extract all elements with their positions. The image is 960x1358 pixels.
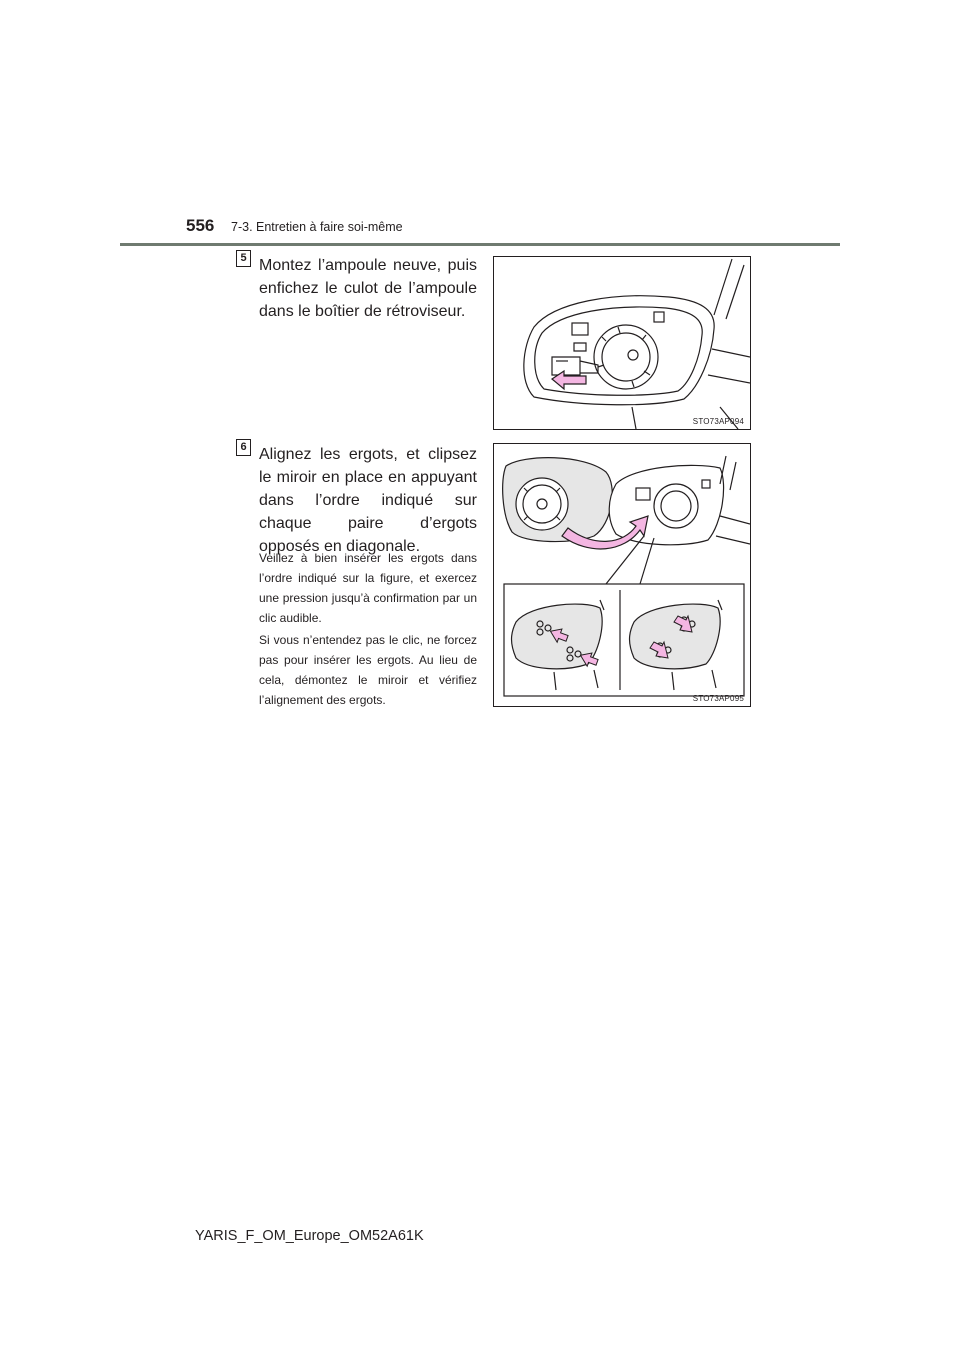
step-badge-6: 6 bbox=[236, 439, 251, 456]
step-6-text: Alignez les ergots, et clipsez le miroir en place en appuyant dans l’ordre indiqué sur chaque paire d’ergots opposés en diagonale. bbox=[259, 446, 477, 555]
figure-code: STO73AP094 bbox=[692, 417, 744, 426]
figure-mirror-bulb bbox=[493, 256, 751, 430]
header-rule bbox=[120, 243, 840, 246]
step-6-note-1: Veillez à bien insérer les ergots dans l’ordre indiqué sur la figure, et exercez une pression jusqu’à confirmation par un clic audible. bbox=[259, 551, 477, 625]
mirror-clips-illustration bbox=[494, 444, 750, 706]
step-5-text: Montez l’ampoule neuve, puis enfichez le culot de l’ampoule dans le boîtier de rétroviseur. bbox=[259, 257, 477, 320]
page-number: 556 bbox=[186, 216, 215, 235]
figure-code: STO73AP095 bbox=[692, 694, 744, 703]
section-title: 7-3. Entretien à faire soi-même bbox=[231, 220, 403, 234]
footer-manual-id: YARIS_F_OM_Europe_OM52A61K bbox=[195, 1228, 424, 1244]
mirror-bulb-illustration bbox=[494, 257, 750, 429]
step-6-note-2: Si vous n’entendez pas le clic, ne forcez pas pour insérer les ergots. Au lieu de cela, démontez le miroir et vérifiez l’alignement des ergots. bbox=[259, 633, 477, 707]
step-badge-5: 5 bbox=[236, 250, 251, 267]
figure-mirror-clips bbox=[493, 443, 751, 707]
